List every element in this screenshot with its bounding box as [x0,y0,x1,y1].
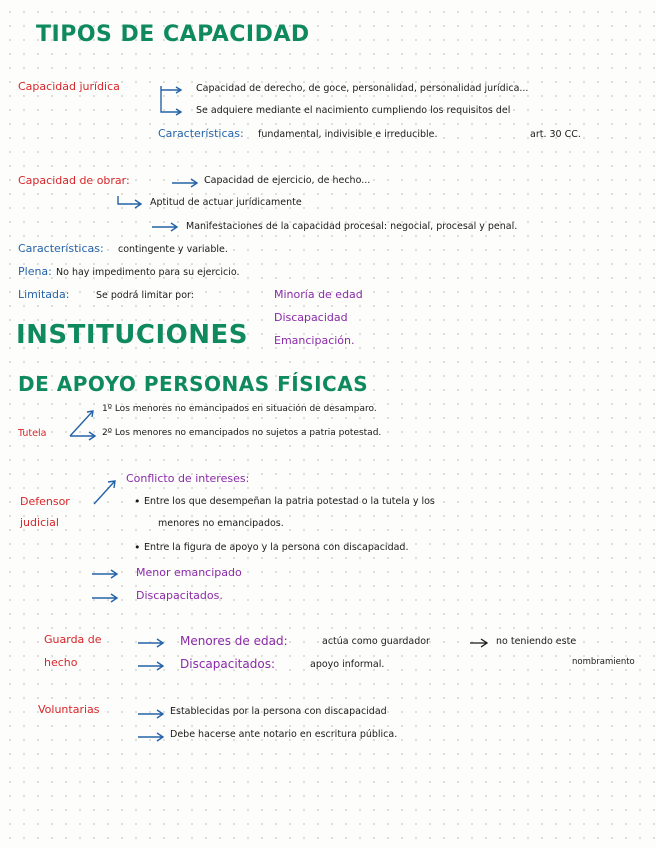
arrow-right-icon [138,709,168,719]
capacidad-juridica-label: Capacidad jurídica [18,80,120,93]
capacidad-obrar-label: Capacidad de obrar: [18,174,130,187]
arrow-right-icon [152,222,182,232]
obrar-definition: Capacidad de ejercicio, de hecho... [204,175,371,186]
section-heading: INSTITUCIONES [16,320,249,350]
conflicto-label: Conflicto de intereses: [126,472,250,485]
bullet-dot: • [134,541,141,554]
juridica-characteristics-text: fundamental, indivisible e irreducible. [258,129,438,140]
fork-arrow-icon [68,408,100,440]
juridica-article: art. 30 CC. [530,129,581,140]
guarda-menores-label: Menores de edad: [180,634,288,648]
bullet-dot: • [134,495,141,508]
voluntarias-label: Voluntarias [38,703,100,716]
arrow-right-icon [92,593,122,603]
juridica-characteristics-label: Características: [158,127,244,140]
voluntarias-line-1: Establecidas por la persona con discapacidad [170,706,387,717]
defensor-item-menor: Menor emancipado [136,566,242,579]
arrow-right-icon [138,661,168,671]
juridica-line-2: Se adquiere mediante el nacimiento cumpliendo los requisitos del [196,105,511,116]
plena-label: Plena: [18,265,52,278]
diagonal-arrow-icon [92,478,122,508]
guarda-menores-tail: no teniendo este [496,636,577,647]
defensor-item-discapacitados: Discapacitados. [136,589,223,602]
juridica-line-1: Capacidad de derecho, de goce, personalidad, personalidad jurídica... [196,83,529,94]
defensor-bullet-2: Entre la figura de apoyo y la persona con discapacidad. [144,542,409,553]
guarda-disc-label: Discapacitados: [180,657,275,671]
plena-text: No hay impedimento para su ejercicio. [56,267,240,278]
arrow-right-icon [138,638,168,648]
turn-arrow-icon [116,196,146,210]
guarda-label: hecho [44,656,78,669]
obrar-line-2: Aptitud de actuar jurídicamente [150,197,302,208]
defensor-bullet-1a: Entre los que desempeñan la patria potestad o la tutela y los [144,496,435,507]
limit-item: Minoría de edad [274,288,363,301]
tutela-item-2: 2º Los menores no emancipados no sujetos a patria potestad. [102,428,382,438]
page-title: TIPOS DE CAPACIDAD [36,22,310,47]
guarda-label: Guarda de [44,633,102,646]
tutela-item-1: 1º Los menores no emancipados en situación de desamparo. [102,404,377,414]
arrow-right-icon [138,732,168,742]
limitada-text: Se podrá limitar por: [96,290,194,301]
obrar-characteristics-label: Características: [18,242,104,255]
defensor-label: Defensor [20,495,70,508]
arrow-right-icon [172,178,202,188]
limit-item: Discapacidad [274,311,348,324]
arrow-right-icon [92,569,122,579]
voluntarias-line-2: Debe hacerse ante notario en escritura pública. [170,729,398,740]
defensor-bullet-1b: menores no emancipados. [158,518,284,529]
arrow-right-icon [470,638,492,648]
guarda-disc-text: apoyo informal. [310,659,385,670]
defensor-label: judicial [20,516,59,529]
section-subheading: DE APOYO PERSONAS FÍSICAS [18,372,369,396]
guarda-menores-text: actúa como guardador [322,636,430,647]
guarda-nombramiento: nombramiento [572,657,635,667]
limit-item: Emancipación. [274,334,355,347]
tutela-label: Tutela [18,428,47,439]
limitada-label: Limitada: [18,288,70,301]
obrar-characteristics-text: contingente y variable. [118,244,228,255]
obrar-line-3: Manifestaciones de la capacidad procesal: negocial, procesal y penal. [186,221,518,232]
branch-arrow-icon [158,84,188,118]
